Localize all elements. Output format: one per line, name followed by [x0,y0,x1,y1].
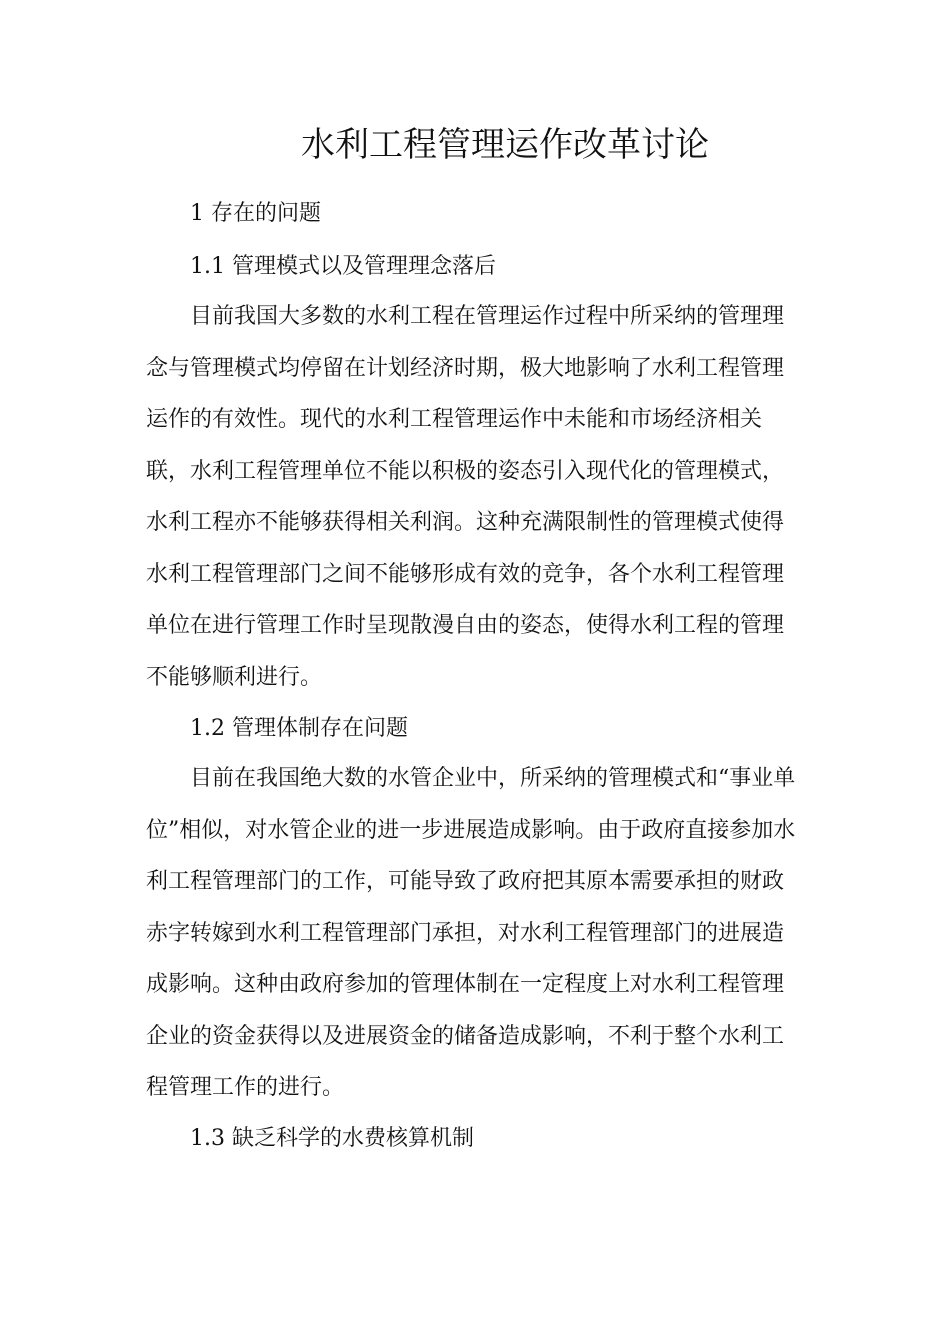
paragraph-line: 位”相似，对水管企业的进一步进展造成影响。由于政府直接参加水 [146,817,796,843]
paragraph-line: 目前我国大多数的水利工程在管理运作过程中所采纳的管理理 [190,304,785,329]
paragraph-line: 单位在进行管理工作时呈现散漫自由的姿态，使得水利工程的管理 [146,613,785,638]
paragraph-line: 利工程管理部门的工作，可能导致了政府把其原本需要承担的财政 [146,869,785,894]
section-heading-1: 1 存在的问题 [190,201,321,226]
paragraph-line: 水利工程亦不能够获得相关利润。这种充满限制性的管理模式使得 [146,510,785,535]
section-heading-1-2: 1.2 管理体制存在问题 [190,716,408,741]
paragraph-line: 赤字转嫁到水利工程管理部门承担，对水利工程管理部门的进展造 [146,920,785,946]
section-heading-1-3: 1.3 缺乏科学的水费核算机制 [190,1126,474,1151]
paragraph-management-mode [146,302,806,714]
paragraph-line: 水利工程管理部门之间不能够形成有效的竞争，各个水利工程管理 [146,561,785,587]
paragraph-management-system [146,764,806,1125]
paragraph-line: 程管理工作的进行。 [146,1075,345,1100]
paragraph-line: 成影响。这种由政府参加的管理体制在一定程度上对水利工程管理 [146,972,785,997]
paragraph-line: 目前在我国绝大数的水管企业中，所采纳的管理模式和“事业单 [190,766,796,791]
document-title: 水利工程管理运作改革讨论 [301,125,709,165]
section-heading-1-1: 1.1 管理模式以及管理理念落后 [190,254,496,279]
paragraph-line: 运作的有效性。现代的水利工程管理运作中未能和市场经济相关 [146,407,763,432]
paragraph-line: 企业的资金获得以及进展资金的储备造成影响，不利于整个水利工 [146,1023,785,1049]
paragraph-line: 不能够顺利进行。 [146,664,323,690]
paragraph-line: 联，水利工程管理单位不能以积极的姿态引入现代化的管理模式， [146,458,785,484]
paragraph-line: 念与管理模式均停留在计划经济时期，极大地影响了水利工程管理 [146,355,785,381]
